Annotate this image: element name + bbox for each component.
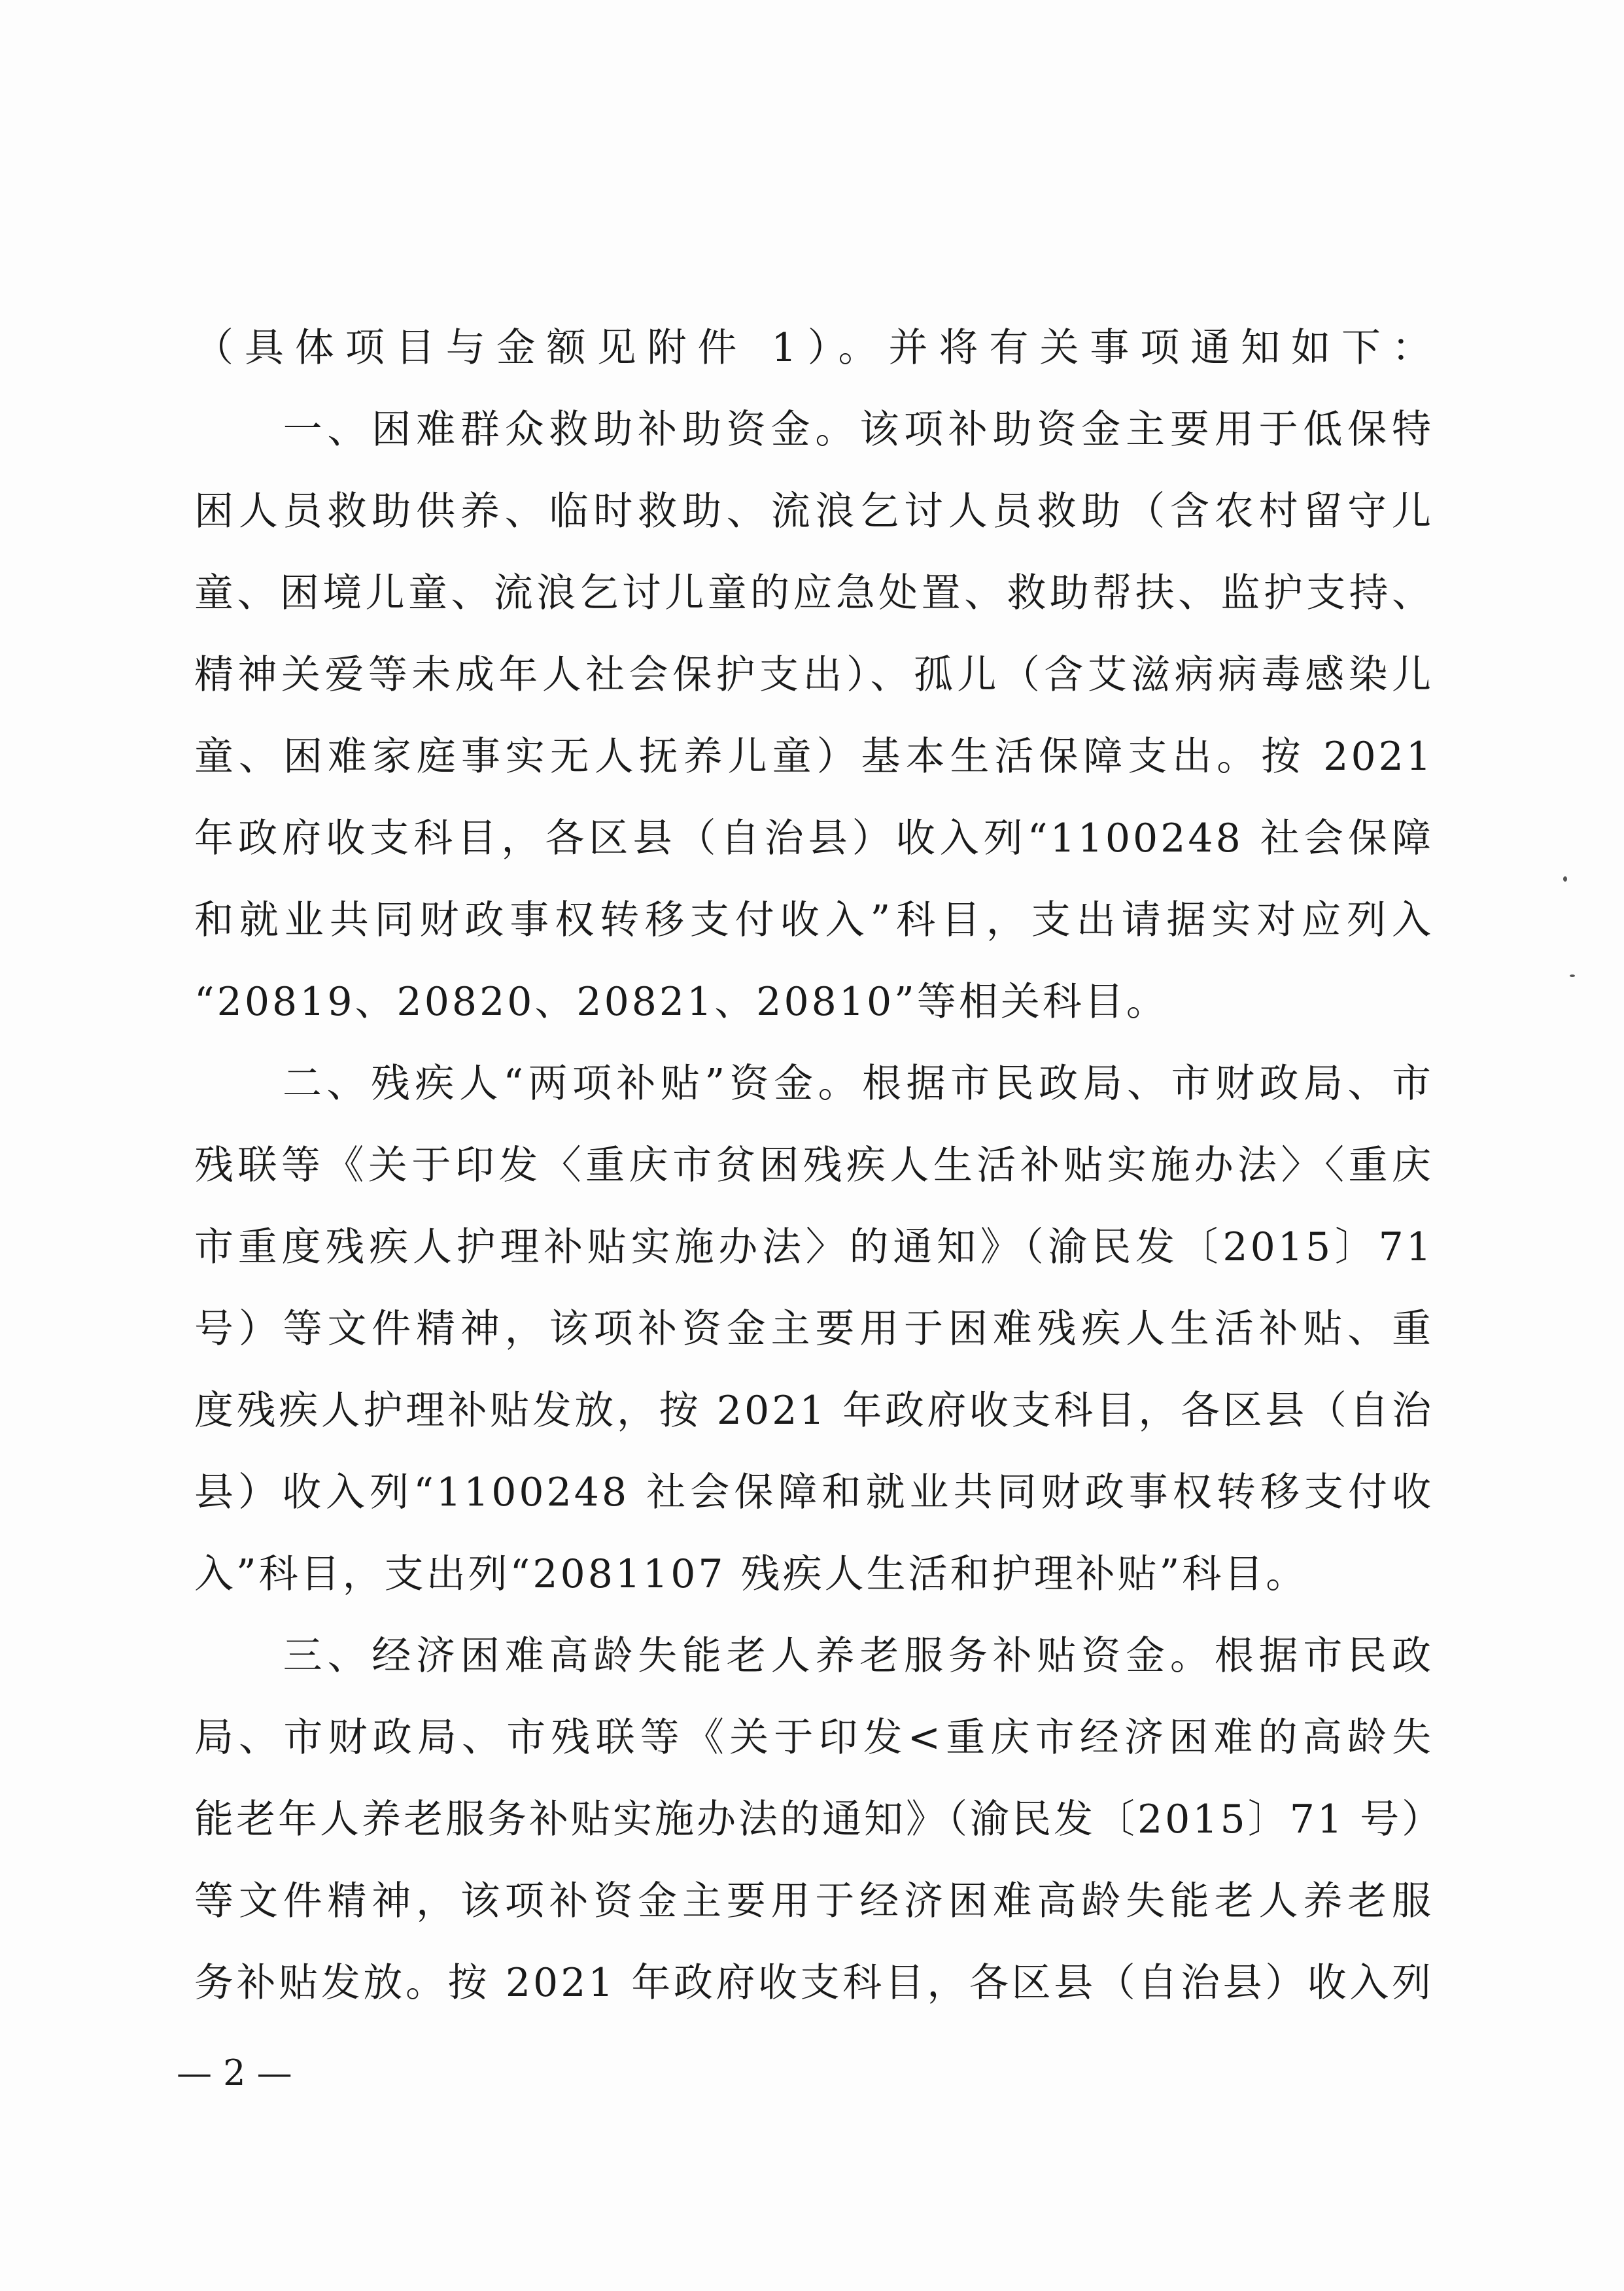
text-line-7: 年政府收支科目，各区县（自治县）收入列“1100248 社会保障 bbox=[194, 816, 1434, 861]
text-line-18: 局、市财政局、市残联等《关于印发<重庆市经济困难的高龄失 bbox=[194, 1715, 1434, 1761]
text-line-21: 务补贴发放。按 2021 年政府收支科目，各区县（自治县）收入列 bbox=[194, 1960, 1434, 2006]
text-line-20: 等文件精神，该项补资金主要用于经济困难高龄失能老人养老服 bbox=[194, 1878, 1434, 1924]
text-line-6: 童、困难家庭事实无人抚养儿童）基本生活保障支出。按 2021 bbox=[194, 734, 1434, 780]
text-line-8: 和就业共同财政事权转移支付收入”科目，支出请据实对应列入 bbox=[194, 897, 1434, 943]
text-line-13: 号）等文件精神，该项补资金主要用于困难残疾人生活补贴、重 bbox=[194, 1306, 1434, 1352]
text-line-19: 能老年人养老服务补贴实施办法的通知》（渝民发〔2015〕71 号） bbox=[194, 1797, 1444, 1842]
page-number: — 2 — bbox=[177, 2052, 292, 2093]
scan-speck bbox=[1570, 974, 1575, 977]
body-text bbox=[194, 307, 1444, 2024]
text-line-17: 三、经济困难高龄失能老人养老服务补贴资金。根据市民政 bbox=[194, 1633, 1434, 1679]
text-line-2: 一、困难群众救助补助资金。该项补助资金主要用于低保特 bbox=[194, 407, 1434, 453]
text-line-14: 度残疾人护理补贴发放，按 2021 年政府收支科目，各区县（自治 bbox=[194, 1388, 1434, 1434]
text-line-15: 县）收入列“1100248 社会保障和就业共同财政事权转移支付收 bbox=[194, 1470, 1434, 1515]
text-line-11: 残联等《关于印发〈重庆市贫困残疾人生活补贴实施办法〉〈重庆 bbox=[194, 1143, 1434, 1188]
text-line-12: 市重度残疾人护理补贴实施办法〉的通知》（渝民发〔2015〕71 bbox=[194, 1224, 1434, 1270]
text-line-3: 困人员救助供养、临时救助、流浪乞讨人员救助（含农村留守儿 bbox=[194, 489, 1434, 534]
text-line-1: （具体项目与金额见附件 1）。并将有关事项通知如下： bbox=[194, 325, 1434, 371]
scan-speck bbox=[1563, 876, 1567, 882]
text-line-4: 童、困境儿童、流浪乞讨儿童的应急处置、救助帮扶、监护支持、 bbox=[194, 570, 1434, 616]
text-line-10: 二、残疾人“两项补贴”资金。根据市民政局、市财政局、市 bbox=[194, 1061, 1434, 1107]
text-line-16: 入”科目，支出列“2081107 残疾人生活和护理补贴”科目。 bbox=[194, 1551, 1308, 1597]
text-line-9: “20819、20820、20821、20810”等相关科目。 bbox=[194, 979, 1168, 1025]
text-line-5: 精神关爱等未成年人社会保护支出）、孤儿（含艾滋病病毒感染儿 bbox=[194, 652, 1434, 698]
